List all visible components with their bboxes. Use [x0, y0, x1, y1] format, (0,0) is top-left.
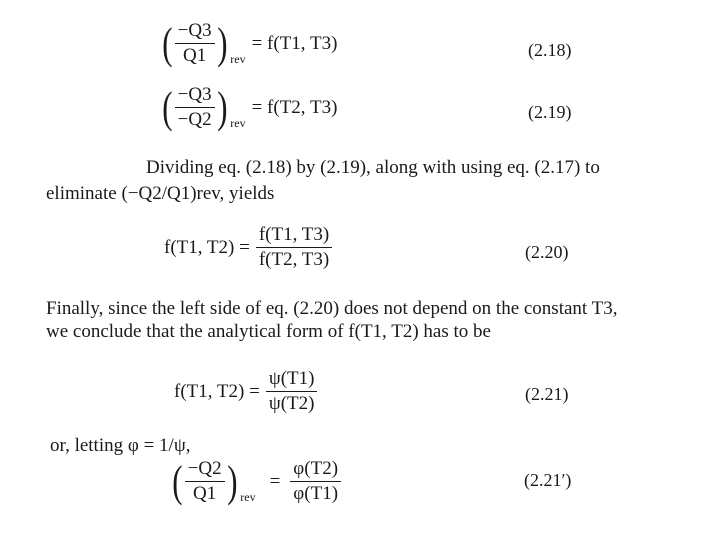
fraction-numerator: −Q2	[185, 458, 225, 482]
subscript-rev: rev	[230, 116, 246, 130]
fraction-group: ( $\frac{-Q3}{-Q2}$ ) rev	[162, 82, 246, 132]
fraction-numerator: −Q3	[175, 20, 215, 44]
subscript-rev: rev	[230, 52, 246, 66]
paragraph-line: eliminate (−Q2/Q1)rev, yields	[46, 183, 275, 204]
paragraph-line: or, letting φ = 1/ψ,	[50, 435, 191, 456]
equation-2-19	[160, 84, 343, 131]
fraction-numerator: f(T1, T3)	[256, 224, 332, 248]
fraction-denominator: φ(T1)	[293, 483, 339, 504]
fraction-denominator: Q1	[193, 483, 217, 504]
equation-2-18	[160, 20, 343, 67]
equation-lhs: f(T1, T2) =	[174, 380, 260, 402]
paragraph-line: Finally, since the left side of eq. (2.20) does not depend on the constant T3,	[46, 298, 618, 319]
fraction-denominator: −Q2	[177, 109, 212, 130]
equals-sign: =	[269, 470, 281, 492]
fraction	[290, 458, 341, 505]
subscript-rev: rev	[240, 490, 256, 504]
equation-number: (2.20)	[525, 242, 569, 262]
equation-rhs: = f(T1, T3)	[251, 32, 338, 54]
equation-2-20	[164, 224, 332, 271]
fraction	[256, 224, 332, 271]
fraction-numerator: φ(T2)	[290, 458, 341, 482]
fraction-denominator: Q1	[183, 45, 207, 66]
paragraph-line: Dividing eq. (2.18) by (2.19), along with using eq. (2.17) to	[146, 157, 600, 178]
fraction-denominator: f(T2, T3)	[258, 249, 330, 270]
fraction-group: ( $\frac{-Q2}{Q1}$ ) rev	[172, 456, 256, 506]
equation-2-21-prime	[170, 458, 341, 505]
fraction-numerator: ψ(T1)	[266, 368, 318, 392]
fraction-denominator: ψ(T2)	[268, 393, 315, 414]
fraction-numerator: −Q3	[175, 84, 215, 108]
equation-lhs: f(T1, T2) =	[164, 236, 250, 258]
fraction	[266, 368, 318, 415]
equation-2-21	[174, 368, 317, 415]
equation-number: (2.18)	[528, 40, 572, 60]
equation-number: (2.19)	[528, 102, 572, 122]
equation-rhs: = f(T2, T3)	[251, 96, 338, 118]
equation-number: (2.21′)	[524, 470, 572, 490]
fraction-group: ( $\frac{-Q3}{Q1}$ ) rev	[162, 18, 246, 68]
equation-number: (2.21)	[525, 384, 569, 404]
paragraph-line: we conclude that the analytical form of f(T1, T2) has to be	[46, 321, 491, 342]
